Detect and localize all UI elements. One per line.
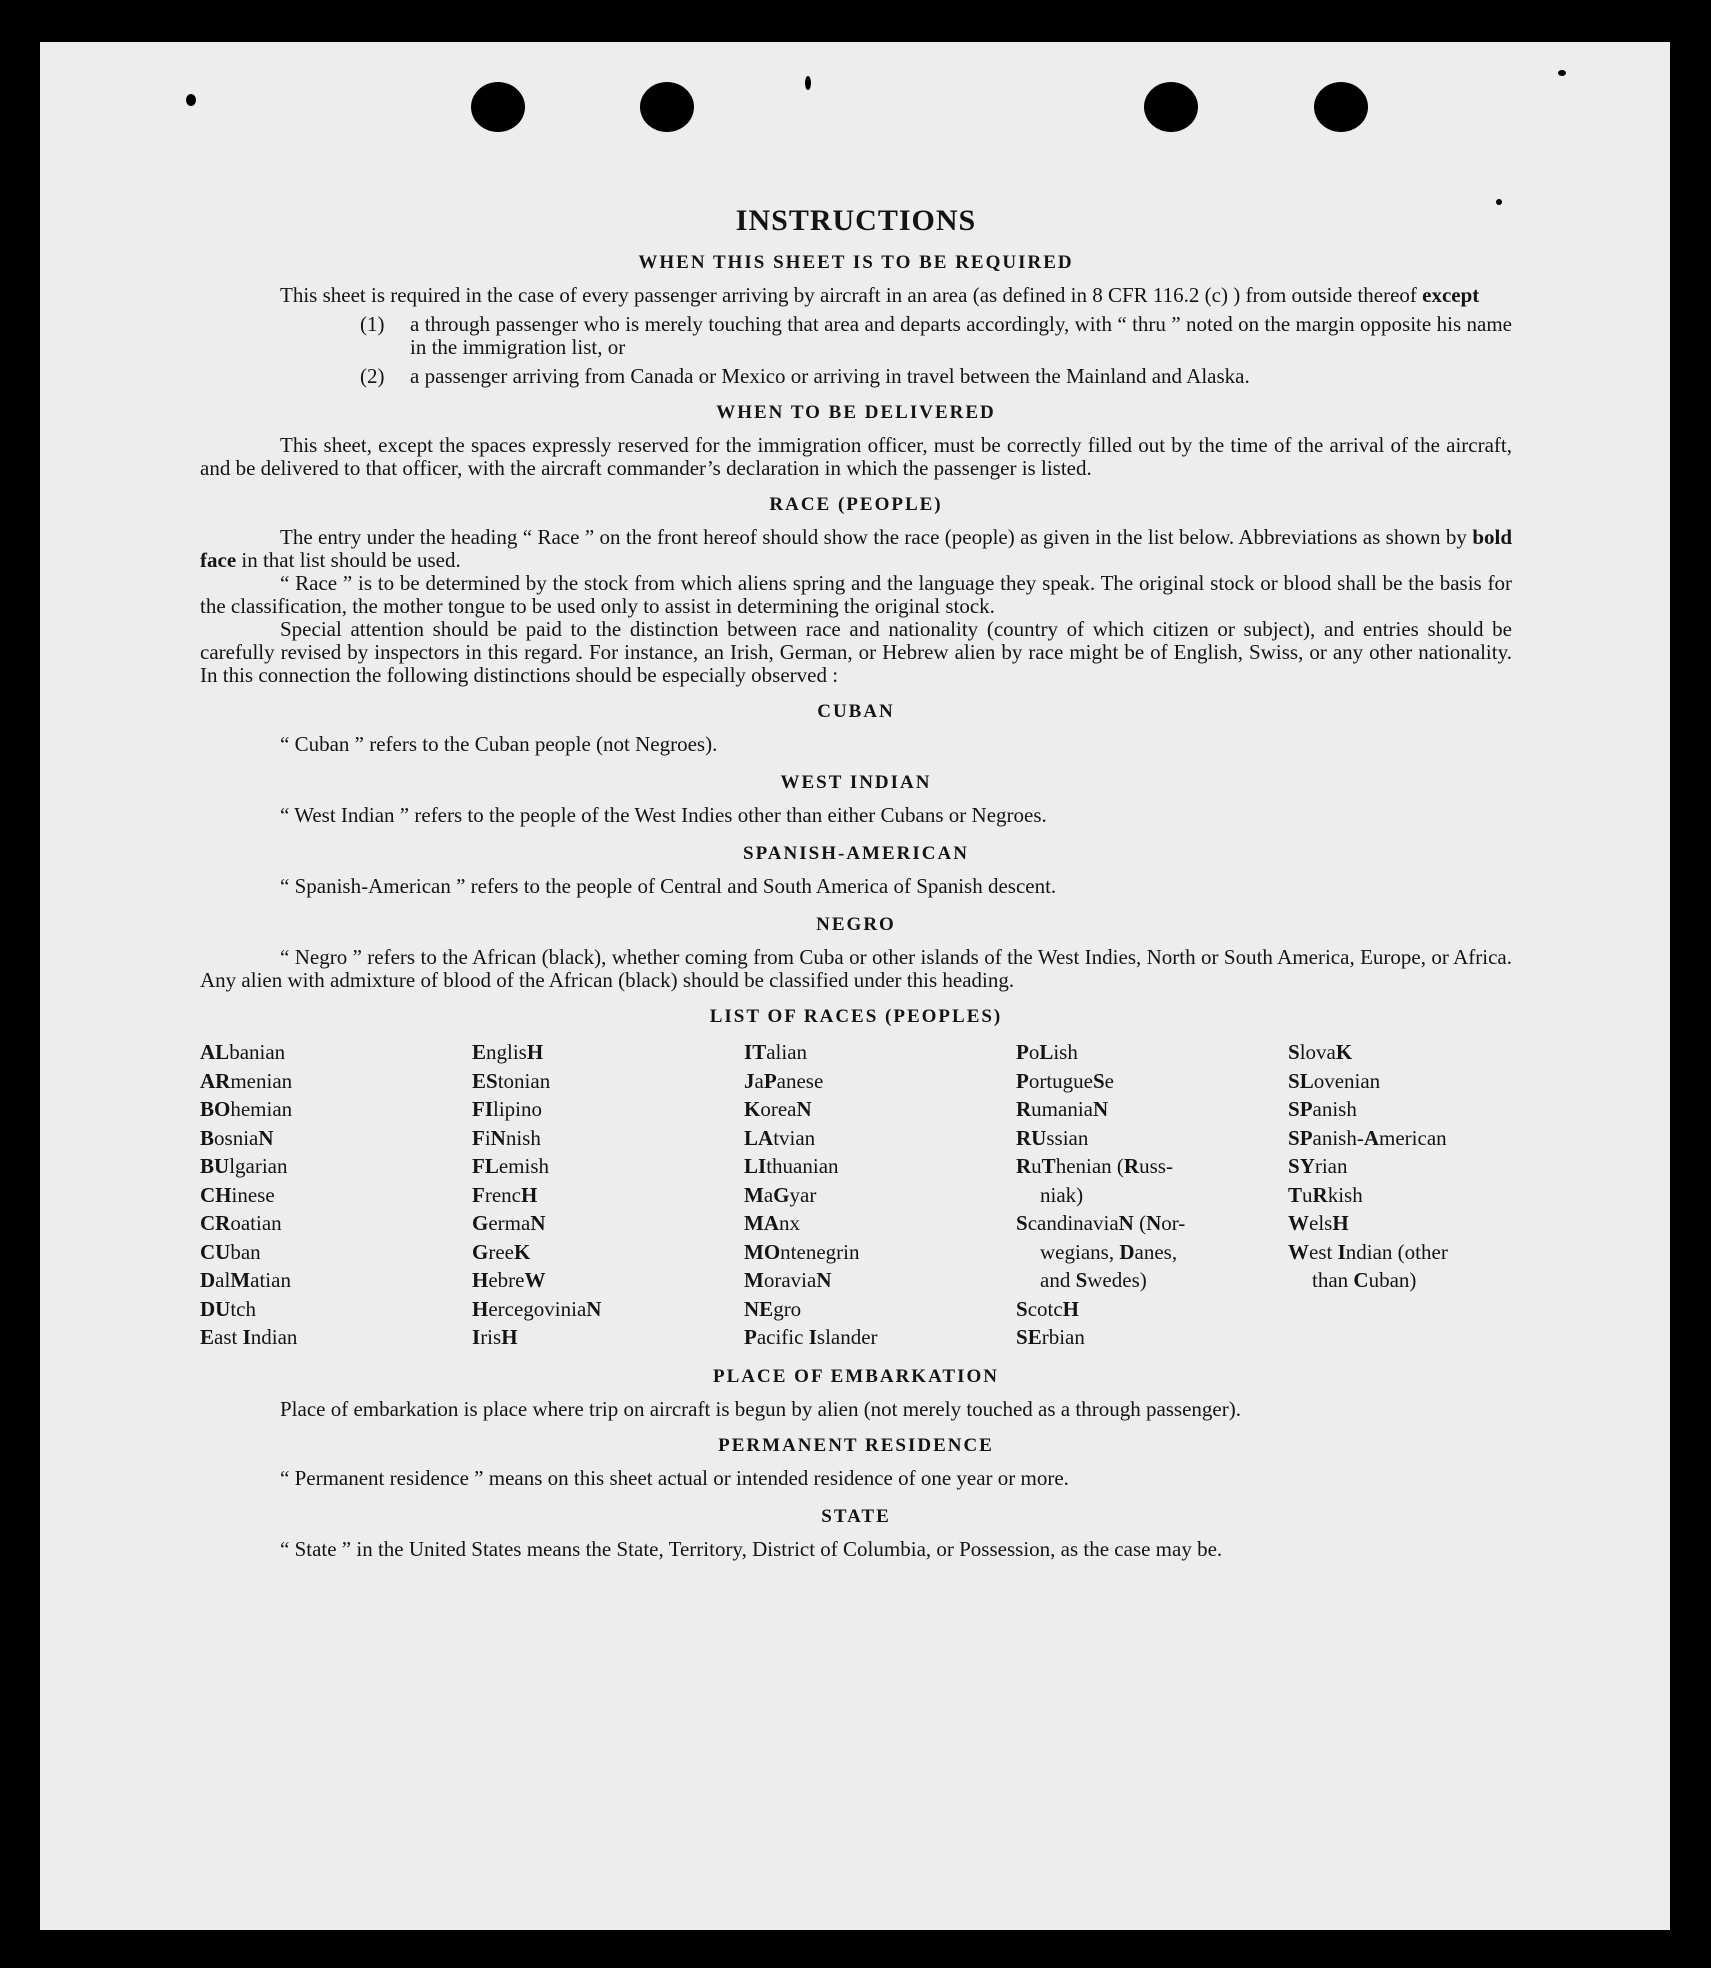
- race-item: MAnx: [744, 1211, 800, 1235]
- race-item: niak): [1040, 1182, 1084, 1207]
- race-item: ARmenian: [200, 1068, 293, 1093]
- race-item: CHinese: [200, 1182, 275, 1207]
- residence-text: “ Permanent residence ” means on this sheet actual or intended residence of one year or more.: [280, 1465, 1069, 1490]
- race-column-2: [472, 1038, 744, 1352]
- race-item: KoreaN: [744, 1097, 812, 1121]
- race-item: FIlipino: [472, 1097, 543, 1121]
- race-item: BOhemian: [200, 1097, 293, 1121]
- race-item: WelsH: [1288, 1211, 1349, 1235]
- race-item: wegians, Danes,: [1040, 1239, 1178, 1264]
- spanish-american-heading: SPANISH-AMERICAN: [743, 843, 969, 864]
- embarkation-heading: PLACE OF EMBARKATION: [713, 1365, 999, 1387]
- page-title: INSTRUCTIONS: [735, 204, 977, 237]
- race-item: RuThenian (Russ-: [1016, 1154, 1173, 1178]
- race-item: West Indian (other: [1288, 1239, 1448, 1264]
- race-paragraph-1: The entry under the heading “ Race ” on the front hereof should show the race (people) as given in the list below. Abbreviations as shown by bold face in that list should be used.: [200, 525, 1513, 572]
- state-text: “ State ” in the United States means the State, Territory, District of Columbia, or Possession, as the case may be.: [280, 1536, 1223, 1561]
- race-item: NEgro: [744, 1296, 802, 1321]
- embarkation-text: Place of embarkation is place where trip on aircraft is begun by alien (not merely touched as a through passenger).: [280, 1396, 1241, 1421]
- west-indian-heading: WEST INDIAN: [780, 772, 932, 793]
- race-item: LAtvian: [744, 1125, 816, 1150]
- race-item: MOntenegrin: [744, 1239, 860, 1264]
- race-item: and Swedes): [1040, 1268, 1147, 1292]
- race-item: MaGyar: [744, 1182, 817, 1207]
- residence-heading: PERMANENT RESIDENCE: [718, 1434, 994, 1456]
- west-indian-text: “ West Indian ” refers to the people of the West Indies other than either Cubans or Negroes.: [280, 803, 1047, 827]
- race-item: RUssian: [1016, 1125, 1089, 1150]
- race-item: LIthuanian: [744, 1154, 839, 1178]
- race-item: SErbian: [1016, 1325, 1085, 1349]
- race-item: FrencH: [472, 1182, 538, 1207]
- race-item: FiNnish: [472, 1125, 541, 1150]
- speck: [186, 94, 196, 106]
- race-item: FLemish: [472, 1154, 550, 1178]
- race-item: HebreW: [472, 1268, 546, 1292]
- race-item: IrisH: [472, 1325, 518, 1349]
- negro-text: “ Negro ” refers to the African (black), whether coming from Cuba or other islands of the West Indies, North or South America, Europe, or Africa. Any alien with admixture of blood of the African (black) should be classified under this heading.: [200, 945, 1512, 992]
- race-item: DalMatian: [200, 1268, 291, 1292]
- race-item: TuRkish: [1288, 1182, 1363, 1207]
- cuban-text: “ Cuban ” refers to the Cuban people (not Negroes).: [280, 732, 718, 756]
- race-item: SPanish-American: [1288, 1125, 1447, 1150]
- race-item: ITalian: [744, 1040, 808, 1064]
- race-item: JaPanese: [744, 1068, 824, 1093]
- race-item: BosniaN: [200, 1125, 274, 1150]
- punch-hole: [471, 82, 525, 132]
- race-item: CUban: [200, 1239, 261, 1264]
- race-item: PoLish: [1016, 1040, 1078, 1064]
- speck: [805, 76, 811, 90]
- race-heading: RACE (PEOPLE): [769, 494, 943, 515]
- document-page: [40, 42, 1670, 1930]
- punch-hole: [640, 82, 694, 132]
- race-paragraph-3: Special attention should be paid to the distinction between race and nationality (country of which citizen or subject), and entries should be carefully revised by inspectors in this regard. For instance, an Irish, German, or Hebrew alien by race might be of English, Swiss, or any other nationality. In this connection the following distinctions should be especially observed :: [200, 617, 1512, 687]
- spanish-american-text: “ Spanish-American ” refers to the people of Central and South America of Spanish descent.: [280, 874, 1057, 898]
- race-item: PortugueSe: [1016, 1068, 1114, 1093]
- race-item: SLovenian: [1288, 1068, 1381, 1093]
- race-item: RumaniaN: [1016, 1097, 1109, 1121]
- race-item: EStonian: [472, 1068, 551, 1093]
- speck: [1558, 70, 1566, 76]
- race-item: ScotcH: [1016, 1296, 1080, 1321]
- race-item: SlovaK: [1288, 1040, 1353, 1064]
- race-column-4: [1016, 1038, 1288, 1352]
- race-column-3: [744, 1038, 1016, 1352]
- instructions-body: [200, 164, 1512, 1561]
- required-item-1: (1) a through passenger who is merely touching that area and departs accordingly, with “ thru ” noted on the margin opposite his name in the immigration list, or: [360, 312, 1512, 359]
- race-item: GreeK: [472, 1239, 531, 1264]
- race-list-heading: LIST OF RACES (PEOPLES): [709, 1006, 1003, 1027]
- punch-hole: [1144, 82, 1198, 132]
- race-item: SPanish: [1288, 1097, 1357, 1121]
- race-item: CRoatian: [200, 1211, 282, 1235]
- race-item: ScandinaviaN (Nor-: [1016, 1211, 1186, 1235]
- required-intro: This sheet is required in the case of every passenger arriving by aircraft in an area (as defined in 8 CFR 116.2 (c) ) from outside thereof except: [280, 283, 1480, 307]
- race-item: DUtch: [200, 1296, 256, 1321]
- race-item: EnglisH: [472, 1040, 544, 1064]
- race-item: Pacific Islander: [744, 1325, 878, 1349]
- race-list: [200, 1038, 1512, 1352]
- required-item-2: (2) a passenger arriving from Canada or Mexico or arriving in travel between the Mainland and Alaska.: [360, 364, 1250, 388]
- negro-heading: NEGRO: [816, 914, 896, 935]
- race-item: SYrian: [1288, 1154, 1348, 1178]
- state-heading: STATE: [821, 1505, 891, 1527]
- race-item: BUlgarian: [200, 1154, 288, 1178]
- required-heading: WHEN THIS SHEET IS TO BE REQUIRED: [638, 252, 1074, 273]
- race-item: East Indian: [200, 1325, 298, 1349]
- delivered-text: This sheet, except the spaces expressly reserved for the immigration officer, must be correctly filled out by the time of the arrival of the aircraft, and be delivered to that officer, with the aircraft commander’s declaration in which the passenger is listed.: [200, 433, 1512, 480]
- race-paragraph-2: “ Race ” is to be determined by the stock from which aliens spring and the language they speak. The original stock or blood shall be the basis for the classification, the mother tongue to be used only to assist in determining the original stock.: [200, 571, 1512, 618]
- race-column-5: [1288, 1038, 1538, 1352]
- cuban-heading: CUBAN: [817, 701, 895, 722]
- punch-hole: [1314, 82, 1368, 132]
- race-item: GermaN: [472, 1211, 546, 1235]
- delivered-heading: WHEN TO BE DELIVERED: [716, 402, 996, 423]
- race-item: than Cuban): [1312, 1268, 1417, 1292]
- race-item: MoraviaN: [744, 1268, 832, 1292]
- race-column-1: [200, 1038, 472, 1352]
- race-item: ALbanian: [200, 1040, 286, 1064]
- race-item: HercegoviniaN: [472, 1296, 602, 1321]
